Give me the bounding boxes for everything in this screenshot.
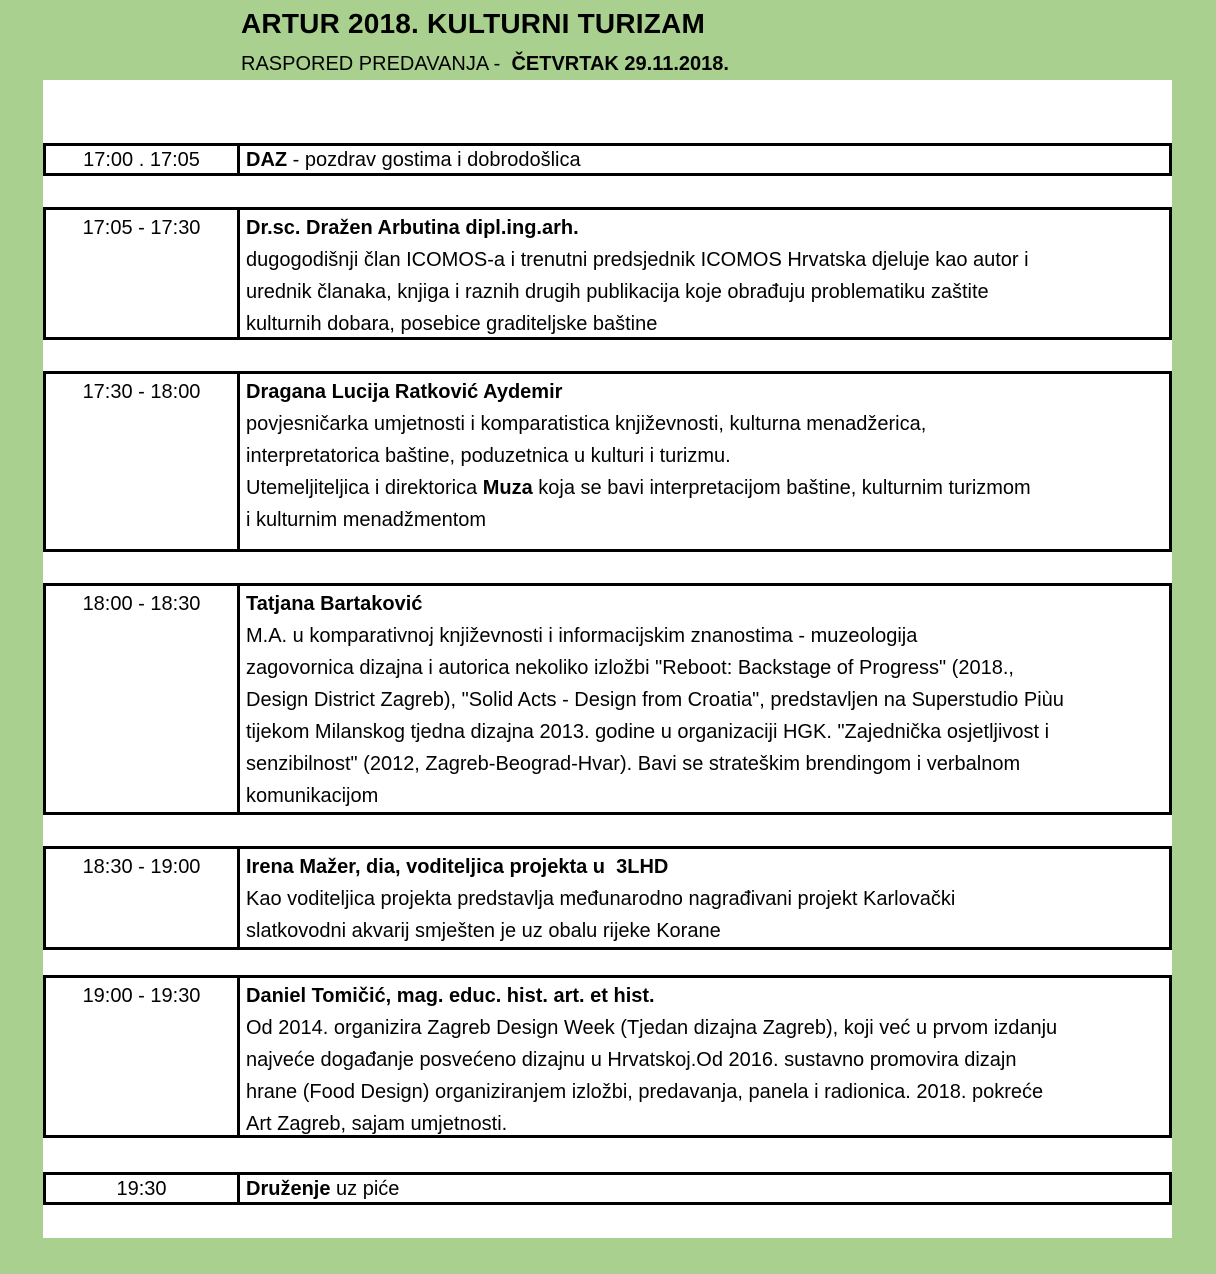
text-line <box>246 620 1163 652</box>
bold-text-segment: Dragana Lucija Ratković Aydemir <box>246 381 563 403</box>
text-segment: senzibilnost" (2012, Zagreb-Beograd-Hvar). Bavi se strateškim brendingom i verbalnom <box>246 753 1021 775</box>
bold-text-segment: Irena Mažer, dia, voditeljica projekta u 3LHD <box>246 856 669 878</box>
bold-text-segment: Muza <box>482 477 533 499</box>
text-line <box>246 980 1163 1012</box>
text-segment: zagovornica dizajna i autorica nekoliko izložbi "Reboot: Backstage of Progress" (2018., <box>246 657 1014 679</box>
time-cell: 17:05 - 17:30 <box>46 210 240 337</box>
text-segment: Od 2014. organizira Zagreb Design Week (Tjedan dizajna Zagreb), koji već u prvom izdanju <box>246 1017 1058 1039</box>
subtitle-date: ČETVRTAK 29.11.2018. <box>511 53 729 75</box>
time-cell: 18:00 - 18:30 <box>46 586 240 812</box>
time-cell: 18:30 - 19:00 <box>46 849 240 947</box>
schedule-row <box>43 371 1172 552</box>
description-cell <box>240 849 1169 947</box>
text-segment: i kulturnim menadžmentom <box>246 509 487 531</box>
time-cell: 17:30 - 18:00 <box>46 374 240 549</box>
text-line <box>246 915 1163 947</box>
text-line <box>246 472 1163 504</box>
bold-text-segment: Daniel Tomičić, mag. educ. hist. art. et hist. <box>246 985 655 1007</box>
text-segment: hrane (Food Design) organiziranjem izložbi, predavanja, panela i radionica. 2018. pokreće <box>246 1081 1044 1103</box>
text-segment: kulturnih dobara, posebice graditeljske baštine <box>246 313 658 335</box>
text-line <box>246 1012 1163 1044</box>
text-line <box>246 504 1163 536</box>
page-subtitle <box>241 52 729 76</box>
description-cell <box>240 210 1169 337</box>
text-segment: interpretatorica baštine, poduzetnica u kulturi i turizmu. <box>246 445 731 467</box>
text-line <box>246 1076 1163 1108</box>
text-line <box>246 440 1163 472</box>
subtitle-label: RASPORED PREDAVANJA - <box>241 53 506 75</box>
schedule-row <box>43 975 1172 1138</box>
description-cell <box>240 978 1169 1135</box>
text-line <box>246 1176 1163 1202</box>
schedule-row <box>43 583 1172 815</box>
text-segment: Art Zagreb, sajam umjetnosti. <box>246 1113 508 1135</box>
text-line <box>246 851 1163 883</box>
time-cell: 19:00 - 19:30 <box>46 978 240 1135</box>
page-title: ARTUR 2018. KULTURNI TURIZAM <box>241 8 705 39</box>
schedule-row <box>43 143 1172 176</box>
time-cell: 19:30 <box>46 1175 240 1202</box>
text-line <box>246 244 1163 276</box>
text-segment: M.A. u komparativnoj književnosti i informacijskim znanostima - muzeologija <box>246 625 918 647</box>
text-line <box>246 1044 1163 1076</box>
schedule-row <box>43 1172 1172 1205</box>
schedule-row <box>43 207 1172 340</box>
text-line <box>246 780 1163 812</box>
schedule-rows <box>43 80 1172 1205</box>
bold-text-segment: Druženje <box>246 1178 331 1200</box>
text-line <box>246 652 1163 684</box>
description-cell <box>240 1175 1169 1202</box>
bold-text-segment: Dr.sc. Dražen Arbutina dipl.ing.arh. <box>246 217 579 239</box>
description-cell <box>240 586 1169 812</box>
text-segment: Kao voditeljica projekta predstavlja međunarodno nagrađivani projekt Karlovački <box>246 888 956 910</box>
text-segment: Utemeljiteljica i direktorica <box>246 477 483 499</box>
content-panel <box>43 80 1172 1238</box>
text-segment: - pozdrav gostima i dobrodošlica <box>287 149 581 171</box>
text-segment: Design District Zagreb), "Solid Acts - Design from Croatia", predstavljen na Superstudio Piùu <box>246 689 1064 711</box>
text-line <box>246 1108 1163 1135</box>
time-cell: 17:00 . 17:05 <box>46 146 240 173</box>
schedule-row <box>43 846 1172 950</box>
text-segment: urednik članaka, knjiga i raznih drugih publikacija koje obrađuju problematiku zaštite <box>246 281 989 303</box>
text-line <box>246 376 1163 408</box>
text-segment: komunikacijom <box>246 785 379 807</box>
text-segment: tijekom Milanskog tjedna dizajna 2013. godine u organizaciji HGK. "Zajednička osjetljivost i <box>246 721 1050 743</box>
text-line <box>246 308 1163 337</box>
description-cell <box>240 146 1169 173</box>
text-segment: uz piće <box>330 1178 400 1200</box>
text-line <box>246 408 1163 440</box>
text-line <box>246 147 1163 173</box>
text-line <box>246 588 1163 620</box>
text-line <box>246 748 1163 780</box>
text-line <box>246 883 1163 915</box>
text-line <box>246 212 1163 244</box>
page-header <box>241 6 729 76</box>
text-segment: koja se bavi interpretacijom baštine, kulturnim turizmom <box>532 477 1031 499</box>
description-cell <box>240 374 1169 549</box>
text-segment: povjesničarka umjetnosti i komparatistica književnosti, kulturna menadžerica, <box>246 413 927 435</box>
text-segment: dugogodišnji član ICOMOS-a i trenutni predsjednik ICOMOS Hrvatska djeluje kao autor i <box>246 249 1029 271</box>
text-segment: slatkovodni akvarij smješten je uz obalu rijeke Korane <box>246 920 721 942</box>
text-line <box>246 684 1163 716</box>
bold-text-segment: DAZ <box>246 149 288 171</box>
text-line <box>246 276 1163 308</box>
text-segment: najveće događanje posvećeno dizajnu u Hrvatskoj.Od 2016. sustavno promovira dizajn <box>246 1049 1017 1071</box>
text-line <box>246 716 1163 748</box>
bold-text-segment: Tatjana Bartaković <box>246 593 423 615</box>
